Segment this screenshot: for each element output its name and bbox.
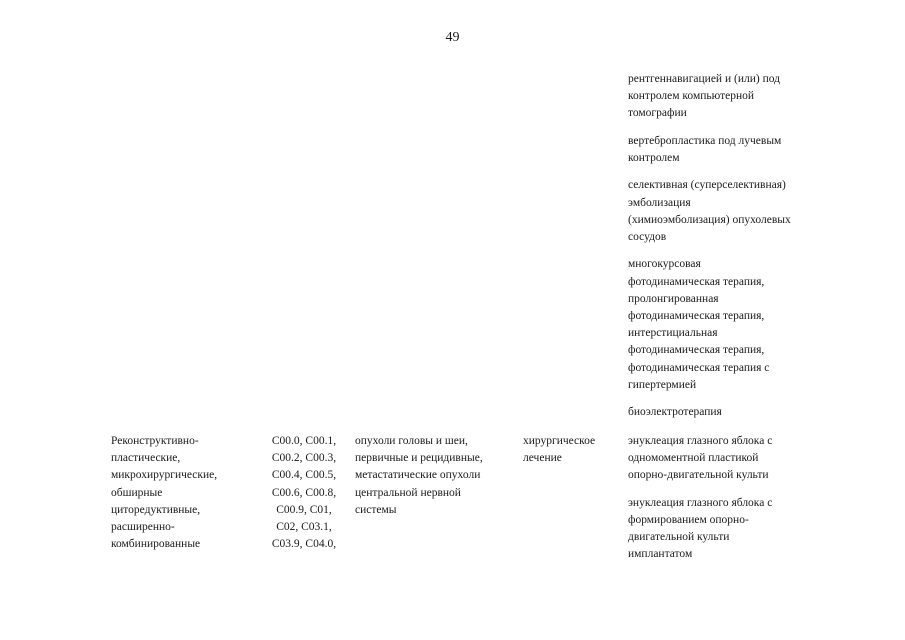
patient-model-text: опухоли головы и шеи, первичные и рецидивные, метастатические опухоли центральной нервной системы bbox=[355, 435, 483, 516]
care-type-text: Реконструктивно- пластические, микрохирургические, обширные циторедуктивные, расширенно- комбинированные bbox=[111, 435, 218, 551]
treatment-type-cell bbox=[523, 433, 623, 467]
treatment-methods-cell bbox=[628, 433, 898, 564]
icd-codes-cell bbox=[262, 433, 346, 553]
patient-model-cell bbox=[355, 433, 515, 519]
method-item: многокурсовая фотодинамическая терапия, пролонгированная фотодинамическая терапия, интерстициальная фотодинамическая терапия, фотодинамическая терапия с гипертермией bbox=[628, 258, 770, 391]
page-number: 49 bbox=[445, 30, 460, 45]
method-item: энуклеация глазного яблока с одномоментной пластикой опорно-двигательной культи bbox=[628, 435, 773, 482]
methods-continued-column bbox=[628, 71, 898, 421]
method-item: рентгеннавигацией и (или) под контролем компьютерной томографии bbox=[628, 73, 780, 120]
care-type-cell bbox=[111, 433, 251, 553]
icd-codes-text: C00.0, C00.1, C00.2, C00.3, C00.4, C00.5, C00.6, C00.8, C00.9, C01, C02, C03.1, C03.9, C04.0, bbox=[271, 435, 337, 551]
treatment-type-text: хирургическое лечение bbox=[523, 435, 596, 465]
method-item: энуклеация глазного яблока с формированием опорно- двигательной культи имплантатом bbox=[628, 496, 773, 561]
method-item: селективная (суперселективная) эмболизация (химиоэмболизация) опухолевых сосудов bbox=[628, 179, 791, 243]
method-item: биоэлектротерапия bbox=[628, 406, 722, 419]
method-item: вертебропластика под лучевым контролем bbox=[628, 134, 782, 164]
